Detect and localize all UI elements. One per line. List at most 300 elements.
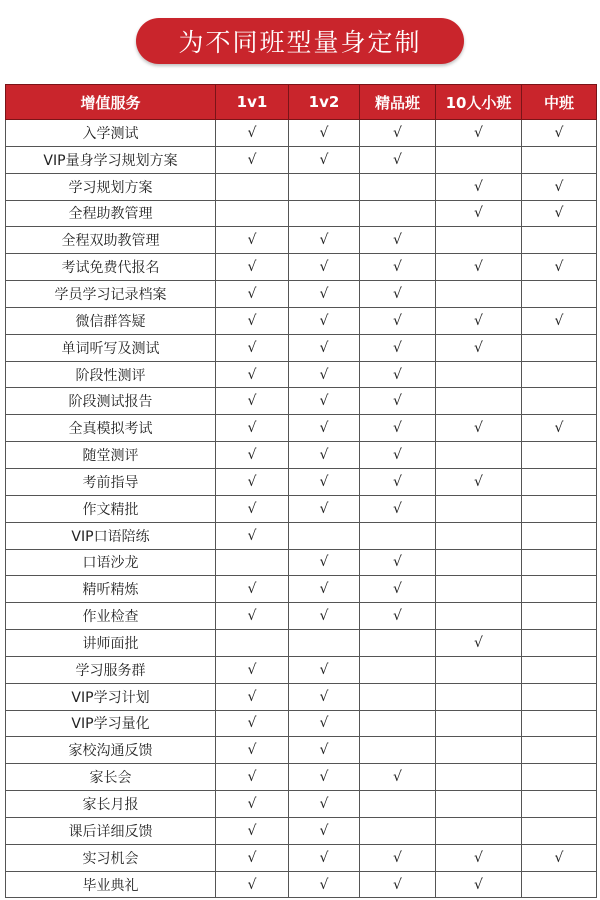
check-cell-1v2 — [289, 737, 360, 764]
check-cell-medium-class — [522, 146, 597, 173]
checkmark-icon: √ — [247, 447, 257, 464]
table-row — [6, 603, 597, 630]
checkmark-icon: √ — [393, 769, 402, 786]
table-row — [6, 361, 597, 388]
checkmark-icon: √ — [319, 285, 329, 302]
check-cell-premium-class — [360, 442, 436, 469]
check-cell-premium-class — [360, 549, 436, 576]
check-cell-1v2 — [289, 334, 360, 361]
check-cell-small-class — [436, 442, 522, 469]
table-row — [6, 844, 597, 871]
checkmark-icon: √ — [474, 634, 483, 651]
service-name: 毕业典礼 — [6, 871, 216, 898]
checkmark-icon: √ — [247, 393, 257, 410]
checkmark-icon: √ — [319, 661, 329, 678]
checkmark-icon: √ — [247, 769, 257, 786]
checkmark-icon: √ — [393, 554, 402, 571]
checkmark-icon: √ — [554, 178, 564, 195]
table-row — [6, 334, 597, 361]
check-cell-medium-class — [522, 227, 597, 254]
checkmark-icon: √ — [319, 769, 329, 786]
check-cell-1v2 — [289, 120, 360, 147]
service-name: VIP口语陪练 — [6, 522, 216, 549]
check-cell-1v1 — [216, 630, 289, 657]
checkmark-icon: √ — [319, 715, 329, 732]
check-cell-premium-class — [360, 227, 436, 254]
checkmark-icon: √ — [319, 151, 329, 168]
check-cell-1v1 — [216, 495, 289, 522]
checkmark-icon: √ — [393, 124, 402, 141]
checkmark-icon: √ — [319, 473, 329, 490]
check-cell-1v2 — [289, 442, 360, 469]
check-cell-premium-class — [360, 334, 436, 361]
checkmark-icon: √ — [319, 124, 329, 141]
checkmark-icon: √ — [554, 205, 564, 222]
check-cell-1v1 — [216, 281, 289, 308]
checkmark-icon: √ — [474, 849, 483, 866]
table-row — [6, 388, 597, 415]
service-name: 考试免费代报名 — [6, 254, 216, 281]
check-cell-medium-class — [522, 307, 597, 334]
check-cell-premium-class — [360, 683, 436, 710]
checkmark-icon: √ — [393, 285, 402, 302]
checkmark-icon: √ — [474, 420, 483, 437]
checkmark-icon: √ — [474, 312, 483, 329]
check-cell-small-class — [436, 120, 522, 147]
check-cell-1v2 — [289, 630, 360, 657]
checkmark-icon: √ — [247, 500, 257, 517]
table-row — [6, 817, 597, 844]
check-cell-premium-class — [360, 388, 436, 415]
check-cell-small-class — [436, 200, 522, 227]
check-cell-1v2 — [289, 576, 360, 603]
service-name: 随堂测评 — [6, 442, 216, 469]
check-cell-1v1 — [216, 603, 289, 630]
check-cell-small-class — [436, 334, 522, 361]
service-name: 口语沙龙 — [6, 549, 216, 576]
checkmark-icon: √ — [247, 876, 257, 893]
check-cell-1v2 — [289, 522, 360, 549]
check-cell-1v2 — [289, 227, 360, 254]
checkmark-icon: √ — [247, 661, 257, 678]
checkmark-icon: √ — [319, 849, 329, 866]
check-cell-medium-class — [522, 468, 597, 495]
check-cell-small-class — [436, 227, 522, 254]
check-cell-1v1 — [216, 415, 289, 442]
check-cell-1v2 — [289, 307, 360, 334]
service-name: 考前指导 — [6, 468, 216, 495]
check-cell-1v1 — [216, 361, 289, 388]
service-name: 全程双助教管理 — [6, 227, 216, 254]
table-row — [6, 576, 597, 603]
table-row — [6, 683, 597, 710]
checkmark-icon: √ — [319, 554, 329, 571]
header-medium-class: 中班 — [522, 85, 597, 120]
check-cell-medium-class — [522, 656, 597, 683]
check-cell-1v2 — [289, 764, 360, 791]
checkmark-icon: √ — [554, 849, 564, 866]
check-cell-small-class — [436, 495, 522, 522]
service-name: 入学测试 — [6, 120, 216, 147]
checkmark-icon: √ — [319, 259, 329, 276]
checkmark-icon: √ — [319, 581, 329, 598]
check-cell-small-class — [436, 656, 522, 683]
checkmark-icon: √ — [319, 339, 329, 356]
checkmark-icon: √ — [247, 232, 257, 249]
check-cell-medium-class — [522, 388, 597, 415]
service-comparison-table — [5, 84, 597, 898]
check-cell-small-class — [436, 791, 522, 818]
checkmark-icon: √ — [247, 715, 257, 732]
check-cell-premium-class — [360, 468, 436, 495]
check-cell-medium-class — [522, 200, 597, 227]
check-cell-small-class — [436, 576, 522, 603]
service-name: 实习机会 — [6, 844, 216, 871]
checkmark-icon: √ — [393, 473, 402, 490]
checkmark-icon: √ — [319, 688, 329, 705]
table-row — [6, 415, 597, 442]
check-cell-medium-class — [522, 764, 597, 791]
checkmark-icon: √ — [247, 688, 257, 705]
service-name: VIP学习量化 — [6, 710, 216, 737]
header-service: 增值服务 — [6, 85, 216, 120]
check-cell-1v2 — [289, 361, 360, 388]
check-cell-1v1 — [216, 120, 289, 147]
check-cell-medium-class — [522, 334, 597, 361]
check-cell-premium-class — [360, 710, 436, 737]
check-cell-1v1 — [216, 683, 289, 710]
check-cell-premium-class — [360, 361, 436, 388]
check-cell-premium-class — [360, 281, 436, 308]
check-cell-1v1 — [216, 817, 289, 844]
check-cell-medium-class — [522, 844, 597, 871]
check-cell-premium-class — [360, 630, 436, 657]
check-cell-premium-class — [360, 495, 436, 522]
check-cell-small-class — [436, 630, 522, 657]
check-cell-medium-class — [522, 522, 597, 549]
table-row — [6, 173, 597, 200]
check-cell-1v1 — [216, 200, 289, 227]
check-cell-medium-class — [522, 737, 597, 764]
table-row — [6, 442, 597, 469]
check-cell-1v1 — [216, 791, 289, 818]
check-cell-1v1 — [216, 737, 289, 764]
checkmark-icon: √ — [319, 796, 329, 813]
check-cell-medium-class — [522, 603, 597, 630]
check-cell-1v1 — [216, 334, 289, 361]
checkmark-icon: √ — [247, 742, 257, 759]
checkmark-icon: √ — [474, 339, 483, 356]
table-row — [6, 549, 597, 576]
checkmark-icon: √ — [393, 849, 402, 866]
check-cell-medium-class — [522, 442, 597, 469]
check-cell-small-class — [436, 764, 522, 791]
check-cell-1v2 — [289, 173, 360, 200]
check-cell-medium-class — [522, 361, 597, 388]
check-cell-premium-class — [360, 415, 436, 442]
check-cell-small-class — [436, 817, 522, 844]
check-cell-medium-class — [522, 576, 597, 603]
table-row — [6, 737, 597, 764]
service-name: 学员学习记录档案 — [6, 281, 216, 308]
check-cell-1v2 — [289, 254, 360, 281]
check-cell-small-class — [436, 468, 522, 495]
checkmark-icon: √ — [319, 312, 329, 329]
check-cell-1v1 — [216, 442, 289, 469]
checkmark-icon: √ — [319, 876, 329, 893]
table-header-row — [6, 85, 597, 120]
check-cell-medium-class — [522, 710, 597, 737]
check-cell-1v2 — [289, 415, 360, 442]
check-cell-1v1 — [216, 764, 289, 791]
checkmark-icon: √ — [554, 259, 564, 276]
service-name: 学习规划方案 — [6, 173, 216, 200]
service-name: 作文精批 — [6, 495, 216, 522]
check-cell-premium-class — [360, 871, 436, 898]
service-name: 全真模拟考试 — [6, 415, 216, 442]
check-cell-premium-class — [360, 844, 436, 871]
check-cell-1v2 — [289, 871, 360, 898]
table-row — [6, 307, 597, 334]
check-cell-1v2 — [289, 603, 360, 630]
check-cell-small-class — [436, 683, 522, 710]
header-1v1: 1v1 — [216, 85, 289, 120]
check-cell-1v1 — [216, 522, 289, 549]
service-name: 单词听写及测试 — [6, 334, 216, 361]
check-cell-premium-class — [360, 254, 436, 281]
check-cell-small-class — [436, 549, 522, 576]
checkmark-icon: √ — [393, 500, 402, 517]
check-cell-medium-class — [522, 549, 597, 576]
checkmark-icon: √ — [474, 178, 483, 195]
checkmark-icon: √ — [247, 124, 257, 141]
check-cell-1v1 — [216, 227, 289, 254]
checkmark-icon: √ — [319, 420, 329, 437]
checkmark-icon: √ — [474, 259, 483, 276]
checkmark-icon: √ — [319, 366, 329, 383]
checkmark-icon: √ — [554, 312, 564, 329]
check-cell-premium-class — [360, 737, 436, 764]
check-cell-1v1 — [216, 871, 289, 898]
checkmark-icon: √ — [247, 312, 257, 329]
check-cell-premium-class — [360, 764, 436, 791]
checkmark-icon: √ — [247, 822, 257, 839]
table-body — [6, 120, 597, 898]
checkmark-icon: √ — [247, 796, 257, 813]
check-cell-1v2 — [289, 468, 360, 495]
check-cell-medium-class — [522, 683, 597, 710]
check-cell-premium-class — [360, 603, 436, 630]
check-cell-1v2 — [289, 791, 360, 818]
checkmark-icon: √ — [474, 876, 483, 893]
checkmark-icon: √ — [393, 259, 402, 276]
check-cell-1v2 — [289, 656, 360, 683]
table-row — [6, 791, 597, 818]
table-row — [6, 630, 597, 657]
checkmark-icon: √ — [393, 312, 402, 329]
checkmark-icon: √ — [474, 205, 483, 222]
check-cell-small-class — [436, 307, 522, 334]
check-cell-medium-class — [522, 495, 597, 522]
check-cell-1v1 — [216, 307, 289, 334]
checkmark-icon: √ — [393, 608, 402, 625]
service-name: 家校沟通反馈 — [6, 737, 216, 764]
check-cell-1v1 — [216, 468, 289, 495]
table-row — [6, 495, 597, 522]
check-cell-medium-class — [522, 415, 597, 442]
check-cell-medium-class — [522, 817, 597, 844]
checkmark-icon: √ — [554, 420, 564, 437]
checkmark-icon: √ — [393, 366, 402, 383]
service-name: 课后详细反馈 — [6, 817, 216, 844]
checkmark-icon: √ — [393, 232, 402, 249]
checkmark-icon: √ — [247, 339, 257, 356]
check-cell-small-class — [436, 254, 522, 281]
check-cell-medium-class — [522, 281, 597, 308]
checkmark-icon: √ — [393, 420, 402, 437]
check-cell-premium-class — [360, 200, 436, 227]
check-cell-1v2 — [289, 710, 360, 737]
check-cell-1v2 — [289, 146, 360, 173]
checkmark-icon: √ — [319, 500, 329, 517]
checkmark-icon: √ — [393, 339, 402, 356]
checkmark-icon: √ — [247, 420, 257, 437]
service-name: VIP量身学习规划方案 — [6, 146, 216, 173]
check-cell-1v1 — [216, 844, 289, 871]
check-cell-small-class — [436, 388, 522, 415]
check-cell-premium-class — [360, 576, 436, 603]
checkmark-icon: √ — [247, 473, 257, 490]
checkmark-icon: √ — [319, 608, 329, 625]
check-cell-1v1 — [216, 576, 289, 603]
service-name: 家长会 — [6, 764, 216, 791]
check-cell-premium-class — [360, 522, 436, 549]
checkmark-icon: √ — [393, 151, 402, 168]
check-cell-1v1 — [216, 710, 289, 737]
checkmark-icon: √ — [319, 447, 329, 464]
check-cell-1v1 — [216, 254, 289, 281]
page-title: 为不同班型量身定制 — [136, 18, 464, 64]
service-name: 阶段性测评 — [6, 361, 216, 388]
check-cell-1v2 — [289, 495, 360, 522]
check-cell-1v2 — [289, 388, 360, 415]
check-cell-medium-class — [522, 871, 597, 898]
checkmark-icon: √ — [319, 232, 329, 249]
checkmark-icon: √ — [393, 876, 402, 893]
check-cell-small-class — [436, 173, 522, 200]
checkmark-icon: √ — [319, 822, 329, 839]
checkmark-icon: √ — [474, 473, 483, 490]
checkmark-icon: √ — [247, 527, 257, 544]
check-cell-premium-class — [360, 817, 436, 844]
service-name: 全程助教管理 — [6, 200, 216, 227]
check-cell-small-class — [436, 603, 522, 630]
checkmark-icon: √ — [247, 849, 257, 866]
checkmark-icon: √ — [247, 366, 257, 383]
checkmark-icon: √ — [393, 447, 402, 464]
service-name: 作业检查 — [6, 603, 216, 630]
check-cell-small-class — [436, 710, 522, 737]
check-cell-premium-class — [360, 146, 436, 173]
checkmark-icon: √ — [247, 259, 257, 276]
checkmark-icon: √ — [393, 393, 402, 410]
check-cell-small-class — [436, 871, 522, 898]
checkmark-icon: √ — [247, 581, 257, 598]
check-cell-1v2 — [289, 683, 360, 710]
checkmark-icon: √ — [319, 742, 329, 759]
check-cell-1v2 — [289, 200, 360, 227]
service-name: 学习服务群 — [6, 656, 216, 683]
check-cell-medium-class — [522, 254, 597, 281]
table-row — [6, 656, 597, 683]
service-name: 家长月报 — [6, 791, 216, 818]
check-cell-medium-class — [522, 791, 597, 818]
service-name: 阶段测试报告 — [6, 388, 216, 415]
header-1v2: 1v2 — [289, 85, 360, 120]
table-row — [6, 710, 597, 737]
service-name: VIP学习计划 — [6, 683, 216, 710]
check-cell-1v2 — [289, 549, 360, 576]
checkmark-icon: √ — [319, 393, 329, 410]
table-row — [6, 227, 597, 254]
table-row — [6, 764, 597, 791]
table-row — [6, 281, 597, 308]
table-row — [6, 871, 597, 898]
check-cell-medium-class — [522, 120, 597, 147]
check-cell-premium-class — [360, 173, 436, 200]
check-cell-1v1 — [216, 173, 289, 200]
service-name: 微信群答疑 — [6, 307, 216, 334]
table-row — [6, 254, 597, 281]
table-row — [6, 200, 597, 227]
check-cell-1v2 — [289, 844, 360, 871]
check-cell-1v2 — [289, 281, 360, 308]
check-cell-medium-class — [522, 173, 597, 200]
checkmark-icon: √ — [247, 151, 257, 168]
check-cell-premium-class — [360, 791, 436, 818]
check-cell-small-class — [436, 415, 522, 442]
check-cell-small-class — [436, 844, 522, 871]
check-cell-small-class — [436, 737, 522, 764]
checkmark-icon: √ — [247, 285, 257, 302]
check-cell-premium-class — [360, 307, 436, 334]
check-cell-1v1 — [216, 549, 289, 576]
table-row — [6, 468, 597, 495]
check-cell-small-class — [436, 146, 522, 173]
check-cell-medium-class — [522, 630, 597, 657]
table-row — [6, 146, 597, 173]
service-name: 精听精炼 — [6, 576, 216, 603]
check-cell-small-class — [436, 522, 522, 549]
service-name: 讲师面批 — [6, 630, 216, 657]
checkmark-icon: √ — [393, 581, 402, 598]
check-cell-small-class — [436, 281, 522, 308]
check-cell-1v1 — [216, 656, 289, 683]
check-cell-1v1 — [216, 146, 289, 173]
check-cell-premium-class — [360, 656, 436, 683]
check-cell-small-class — [436, 361, 522, 388]
check-cell-1v2 — [289, 817, 360, 844]
header-premium-class: 精品班 — [360, 85, 436, 120]
check-cell-premium-class — [360, 120, 436, 147]
checkmark-icon: √ — [247, 608, 257, 625]
checkmark-icon: √ — [554, 124, 564, 141]
checkmark-icon: √ — [474, 124, 483, 141]
table-row — [6, 522, 597, 549]
check-cell-1v1 — [216, 388, 289, 415]
header-small-class: 10人小班 — [436, 85, 522, 120]
table-row — [6, 120, 597, 147]
